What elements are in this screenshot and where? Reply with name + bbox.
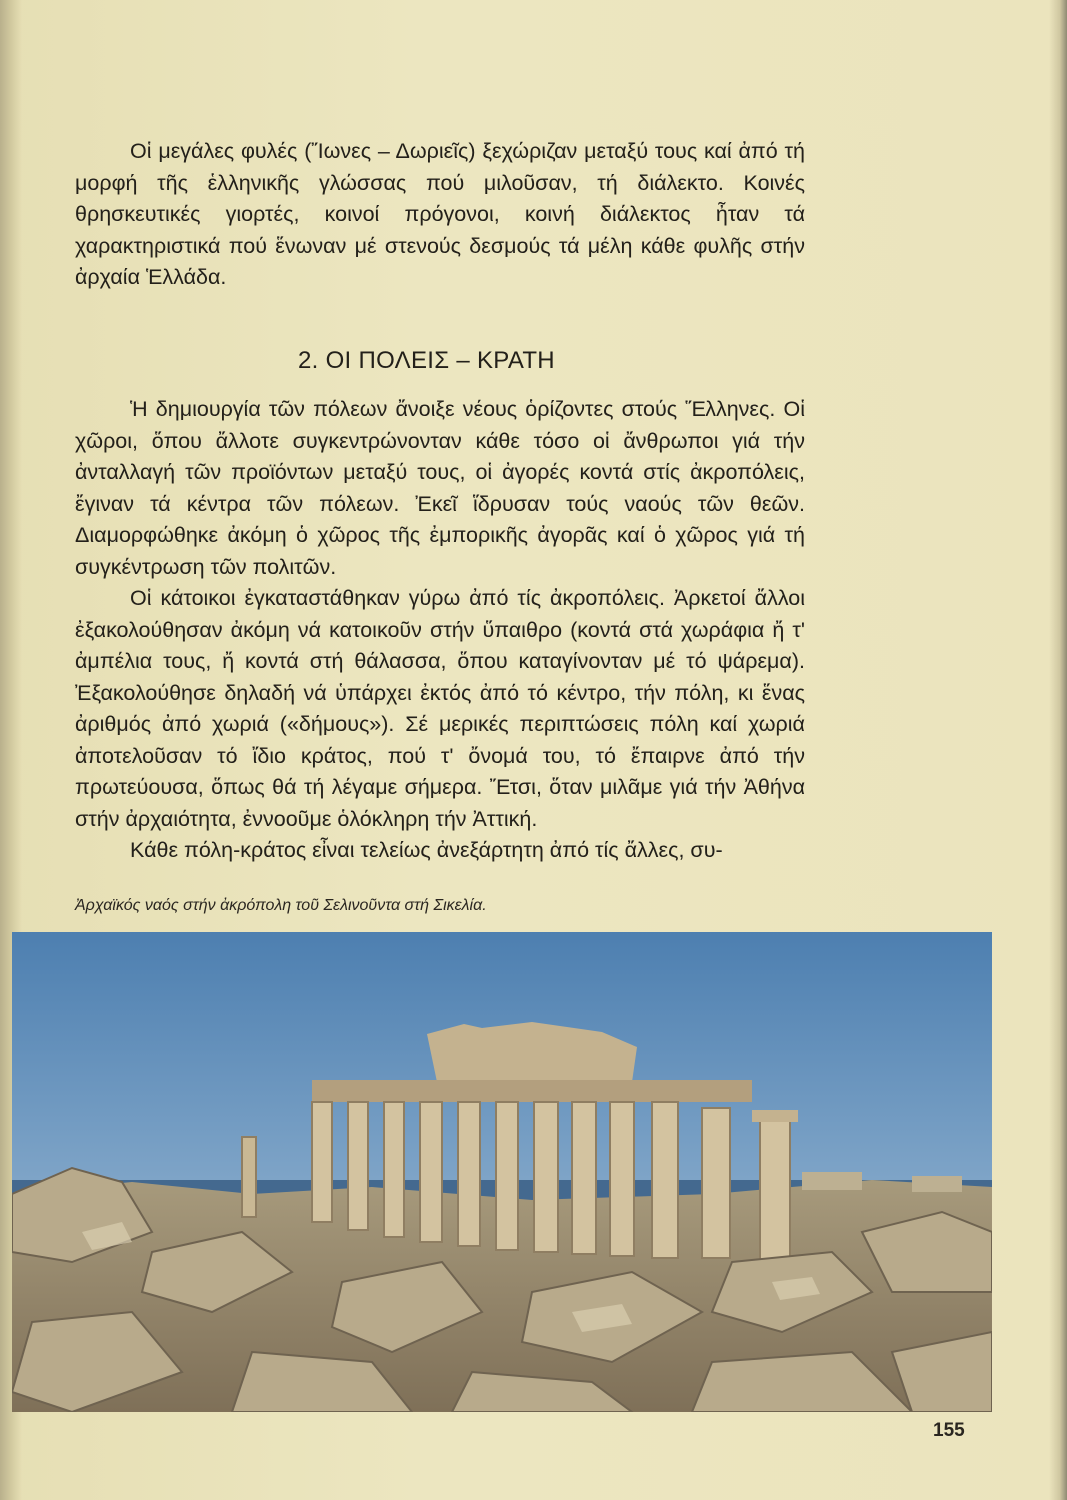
temple-photo — [12, 932, 992, 1412]
intro-text-block — [75, 136, 805, 294]
main-text-block — [75, 394, 805, 867]
section-heading: 2. ΟΙ ΠΟΛΕΙΣ – ΚΡΑΤΗ — [298, 347, 555, 374]
page-number: 155 — [933, 1420, 965, 1441]
paragraph-inhabitants: Οἱ κάτοικοι ἐγκαταστάθηκαν γύρω ἀπό τίς ἀκροπόλεις. Ἀρκετοί ἄλλοι ἐξακολούθησαν ἀκόμη νά κατοικοῦν στήν ὕπαιθρο (κοντά στά χωράφια ἤ τ' ἀμπέλια τους, ἤ κοντά στή θάλασσα, ὅπου καταγίνονταν μέ τό ψάρεμα). Ἐξακολούθησε δηλαδή νά ὑπάρχει ἐκτός ἀπό τό κέντρο, τήν πόλη, κι ἕνας ἀριθμός ἀπό χωριά («δήμους»). Σέ μερικές περιπτώσεις πόλη καί χωριά ἀποτελοῦσαν τό ἴδιο κράτος, πού τ' ὄνομά του, τό ἔπαιρνε ἀπό τήν πρωτεύουσα, ὅπως θά τή λέγαμε σήμερα. Ἔτσι, ὅταν μιλᾶμε γιά τήν Ἀθήνα στήν ἀρχαιότητα, ἐννοοῦμε ὁλόκληρη τήν Ἀττική. — [75, 586, 805, 831]
paragraph-independence: Κάθε πόλη-κράτος εἶναι τελείως ἀνεξάρτητη ἀπό τίς ἄλλες, συ- — [130, 838, 723, 862]
paragraph-tribes: Οἱ μεγάλες φυλές (Ἴωνες – Δωριεῖς) ξεχώριζαν μεταξύ τους καί ἀπό τή μορφή τῆς ἑλληνικῆς γλώσσας πού μιλοῦσαν, τή διάλεκτο. Κοινές θρησκευτικές γιορτές, κοινοί πρόγονοι, κοινή διάλεκτος ἦταν τά χαρακτηριστικά πού ἕνωναν μέ στενούς δεσμούς τά μέλη κάθε φυλῆς στήν ἀρχαία Ἑλλάδα. — [75, 139, 805, 289]
temple-illustration — [12, 932, 992, 1412]
photo-caption: Ἀρχαϊκός ναός στήν ἀκρόπολη τοῦ Σελινοῦντα στή Σικελία. — [75, 897, 487, 914]
paragraph-city-creation: Ἡ δημιουργία τῶν πόλεων ἄνοιξε νέους ὁρίζοντες στούς Ἕλληνες. Οἱ χῶροι, ὅπου ἄλλοτε συγκεντρώνονταν κάθε τόσο οἱ ἄνθρωποι γιά τήν ἀνταλλαγή τῶν προϊόντων μεταξύ τους, οἱ ἀγορές κοντά στίς ἀκροπόλεις, ἔγιναν τά κέντρα τῶν πόλεων. Ἐκεῖ ἵδρυσαν τούς ναούς τῶν θεῶν. Διαμορφώθηκε ἀκόμη ὁ χῶρος τῆς ἐμπορικῆς ἀγορᾶς καί ὁ χῶρος γιά τή συγκέντρωση τῶν πολιτῶν. — [75, 397, 805, 579]
page-edge-shadow — [1049, 0, 1067, 1500]
